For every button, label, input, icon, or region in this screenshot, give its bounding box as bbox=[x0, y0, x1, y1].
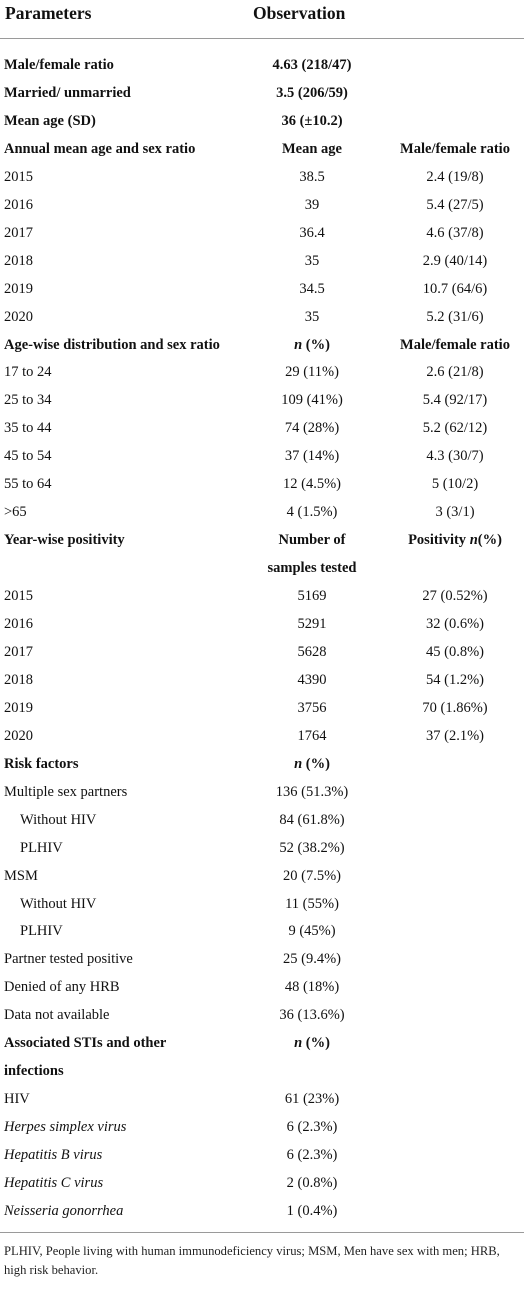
table-row bbox=[0, 950, 524, 978]
row-observation: 2 (0.8%) bbox=[286, 1175, 338, 1191]
row-label: 2019 bbox=[4, 280, 33, 297]
row-observation: 109 (41%) bbox=[281, 392, 343, 409]
row-label: 2016 bbox=[4, 616, 33, 632]
table-row bbox=[0, 643, 524, 671]
table-row bbox=[0, 1034, 524, 1062]
row-label: Herpes simplex virus bbox=[4, 1119, 127, 1136]
row-label: 2020 bbox=[4, 308, 33, 325]
table-row bbox=[0, 252, 524, 280]
row-label: Partner tested positive bbox=[4, 951, 133, 968]
row-ratio: 5.4 (92/17) bbox=[422, 392, 488, 409]
row-label: Associated STIs and other bbox=[4, 1035, 167, 1052]
row-label: infections bbox=[4, 1063, 64, 1080]
table-row bbox=[0, 447, 524, 475]
table-row bbox=[0, 363, 524, 391]
row-observation: 3756 bbox=[297, 699, 327, 716]
row-label: Hepatitis C virus bbox=[4, 1175, 104, 1191]
row-ratio: 5.2 (31/6) bbox=[426, 308, 484, 325]
table-row bbox=[0, 839, 524, 867]
table-row bbox=[0, 224, 524, 252]
row-observation: 39 bbox=[304, 196, 320, 213]
row-observation: 61 (23%) bbox=[284, 1091, 340, 1108]
row-ratio: 5.2 (62/12) bbox=[422, 420, 488, 437]
row-observation: 1764 bbox=[297, 727, 327, 744]
table-row bbox=[0, 895, 524, 923]
table-header bbox=[0, 0, 524, 39]
row-observation: 35 bbox=[304, 308, 320, 325]
row-label: Data not available bbox=[4, 1007, 110, 1024]
table-bottom-rule bbox=[0, 1232, 524, 1233]
row-ratio: 5 (10/2) bbox=[431, 476, 479, 493]
row-observation: 36 (±10.2) bbox=[281, 112, 343, 129]
row-ratio: 2.6 (21/8) bbox=[426, 364, 484, 381]
row-label: >65 bbox=[4, 504, 27, 521]
row-label: Without HIV bbox=[20, 811, 97, 828]
row-label: MSM bbox=[4, 867, 38, 884]
table-row bbox=[0, 922, 524, 950]
header-parameters: Parameters bbox=[5, 3, 92, 23]
row-label: 2015 bbox=[4, 588, 33, 604]
row-label: Age-wise distribution and sex ratio bbox=[4, 336, 220, 353]
row-label: Multiple sex partners bbox=[4, 783, 128, 800]
row-ratio: 32 (0.6%) bbox=[426, 616, 484, 632]
table-row bbox=[0, 587, 524, 615]
row-ratio: 45 (0.8%) bbox=[426, 643, 484, 660]
row-observation: n (%) bbox=[294, 336, 330, 353]
row-observation: 48 (18%) bbox=[284, 979, 340, 996]
table-row bbox=[0, 1090, 524, 1118]
row-observation: 84 (61.8%) bbox=[279, 811, 345, 828]
table-row bbox=[0, 699, 524, 727]
row-label: Mean age (SD) bbox=[4, 112, 96, 129]
row-ratio: Positivity n(%) bbox=[408, 532, 502, 549]
row-observation: 5169 bbox=[297, 588, 327, 604]
row-observation: 4.63 (218/47) bbox=[272, 57, 352, 73]
row-observation: 9 (45%) bbox=[288, 923, 336, 940]
table-footnote: PLHIV, People living with human immunodeficiency virus; MSM, Men have sex with men; HRB, high risk behavior. bbox=[4, 1244, 500, 1277]
row-ratio: 37 (2.1%) bbox=[426, 727, 484, 744]
table-row bbox=[0, 168, 524, 196]
row-observation: 6 (2.3%) bbox=[286, 1119, 338, 1136]
row-label: Annual mean age and sex ratio bbox=[4, 140, 196, 157]
row-label: 2017 bbox=[4, 643, 33, 660]
table-row bbox=[0, 140, 524, 168]
row-ratio: 4.6 (37/8) bbox=[426, 224, 484, 241]
row-observation: 37 (14%) bbox=[284, 448, 340, 465]
row-label: 2018 bbox=[4, 671, 33, 688]
row-label: 17 to 24 bbox=[4, 364, 52, 381]
row-label: 2020 bbox=[4, 727, 33, 744]
table-row bbox=[0, 1174, 524, 1202]
row-observation: 136 (51.3%) bbox=[275, 783, 349, 800]
row-observation: 11 (55%) bbox=[285, 895, 339, 912]
row-observation: 29 (11%) bbox=[285, 364, 339, 381]
row-ratio: 10.7 (64/6) bbox=[422, 280, 488, 297]
row-observation: n (%) bbox=[294, 755, 330, 772]
row-label: 25 to 34 bbox=[4, 392, 52, 409]
table-row bbox=[0, 308, 524, 336]
table-row bbox=[0, 531, 524, 559]
row-observation: 36 (13.6%) bbox=[279, 1007, 345, 1024]
row-label: Without HIV bbox=[20, 895, 97, 912]
row-label: 2017 bbox=[4, 224, 33, 241]
table-row bbox=[0, 280, 524, 308]
row-ratio: 54 (1.2%) bbox=[426, 671, 484, 688]
row-ratio: Male/female ratio bbox=[400, 140, 510, 157]
row-observation: 3.5 (206/59) bbox=[276, 85, 348, 101]
row-observation: 34.5 bbox=[299, 280, 325, 297]
table-row bbox=[0, 84, 524, 112]
row-observation: 52 (38.2%) bbox=[279, 839, 345, 856]
table-row bbox=[0, 811, 524, 839]
table-row bbox=[0, 559, 524, 587]
row-label: Neisseria gonorrhea bbox=[4, 1203, 124, 1219]
table-row bbox=[0, 475, 524, 503]
row-label: Hepatitis B virus bbox=[4, 1147, 103, 1163]
row-label: Year-wise positivity bbox=[4, 532, 125, 549]
row-label: PLHIV bbox=[20, 839, 63, 856]
row-ratio: 4.3 (30/7) bbox=[426, 448, 484, 465]
table-row bbox=[0, 783, 524, 811]
row-label: PLHIV bbox=[20, 923, 63, 940]
row-label: Risk factors bbox=[4, 755, 79, 772]
row-label: 45 to 54 bbox=[4, 448, 52, 465]
row-observation: 1 (0.4%) bbox=[286, 1203, 338, 1219]
row-label: Male/female ratio bbox=[4, 57, 114, 73]
row-observation: 5628 bbox=[297, 643, 327, 660]
row-ratio: 2.4 (19/8) bbox=[426, 168, 484, 185]
table-row bbox=[0, 1146, 524, 1174]
row-observation: Mean age bbox=[282, 140, 342, 157]
row-observation: 20 (7.5%) bbox=[283, 867, 341, 884]
table-row bbox=[0, 419, 524, 447]
row-ratio: 2.9 (40/14) bbox=[422, 252, 488, 269]
row-label: Married/ unmarried bbox=[4, 85, 131, 101]
row-observation: 38.5 bbox=[299, 168, 325, 185]
table-row bbox=[0, 391, 524, 419]
row-label: 2016 bbox=[4, 196, 33, 213]
row-ratio: 3 (3/1) bbox=[435, 504, 475, 521]
row-observation: 35 bbox=[304, 252, 320, 269]
row-label: 2015 bbox=[4, 168, 33, 185]
row-observation: 4390 bbox=[297, 671, 327, 688]
row-label: 2018 bbox=[4, 252, 33, 269]
table-row bbox=[0, 1202, 524, 1230]
row-label: 35 to 44 bbox=[4, 420, 52, 437]
row-observation: 36.4 bbox=[299, 224, 325, 241]
table-row bbox=[0, 867, 524, 895]
row-observation: 5291 bbox=[297, 616, 327, 632]
table-row bbox=[0, 671, 524, 699]
row-label: Denied of any HRB bbox=[4, 979, 120, 996]
table-row bbox=[0, 336, 524, 364]
row-label: 55 to 64 bbox=[4, 476, 52, 493]
table-row bbox=[0, 978, 524, 1006]
row-observation: samples tested bbox=[267, 560, 357, 577]
row-observation: 4 (1.5%) bbox=[286, 504, 338, 521]
table-row bbox=[0, 615, 524, 643]
row-ratio: Male/female ratio bbox=[400, 336, 510, 353]
row-observation: n (%) bbox=[294, 1035, 330, 1052]
header-observation: Observation bbox=[253, 3, 346, 23]
table-row bbox=[0, 56, 524, 84]
row-observation: 74 (28%) bbox=[284, 420, 340, 437]
table-row bbox=[0, 196, 524, 224]
row-observation: 12 (4.5%) bbox=[283, 476, 341, 493]
row-ratio: 27 (0.52%) bbox=[422, 588, 488, 604]
table-row bbox=[0, 112, 524, 140]
row-label: 2019 bbox=[4, 699, 33, 716]
row-observation: Number of bbox=[278, 532, 346, 549]
table-row bbox=[0, 755, 524, 783]
row-ratio: 70 (1.86%) bbox=[422, 699, 488, 716]
table-row bbox=[0, 1118, 524, 1146]
row-ratio: 5.4 (27/5) bbox=[426, 196, 484, 213]
row-label: HIV bbox=[4, 1091, 30, 1108]
row-observation: 25 (9.4%) bbox=[283, 951, 341, 968]
table-row bbox=[0, 1062, 524, 1090]
table-row bbox=[0, 503, 524, 531]
row-observation: 6 (2.3%) bbox=[286, 1147, 338, 1163]
table-row bbox=[0, 1006, 524, 1034]
table-row bbox=[0, 727, 524, 755]
